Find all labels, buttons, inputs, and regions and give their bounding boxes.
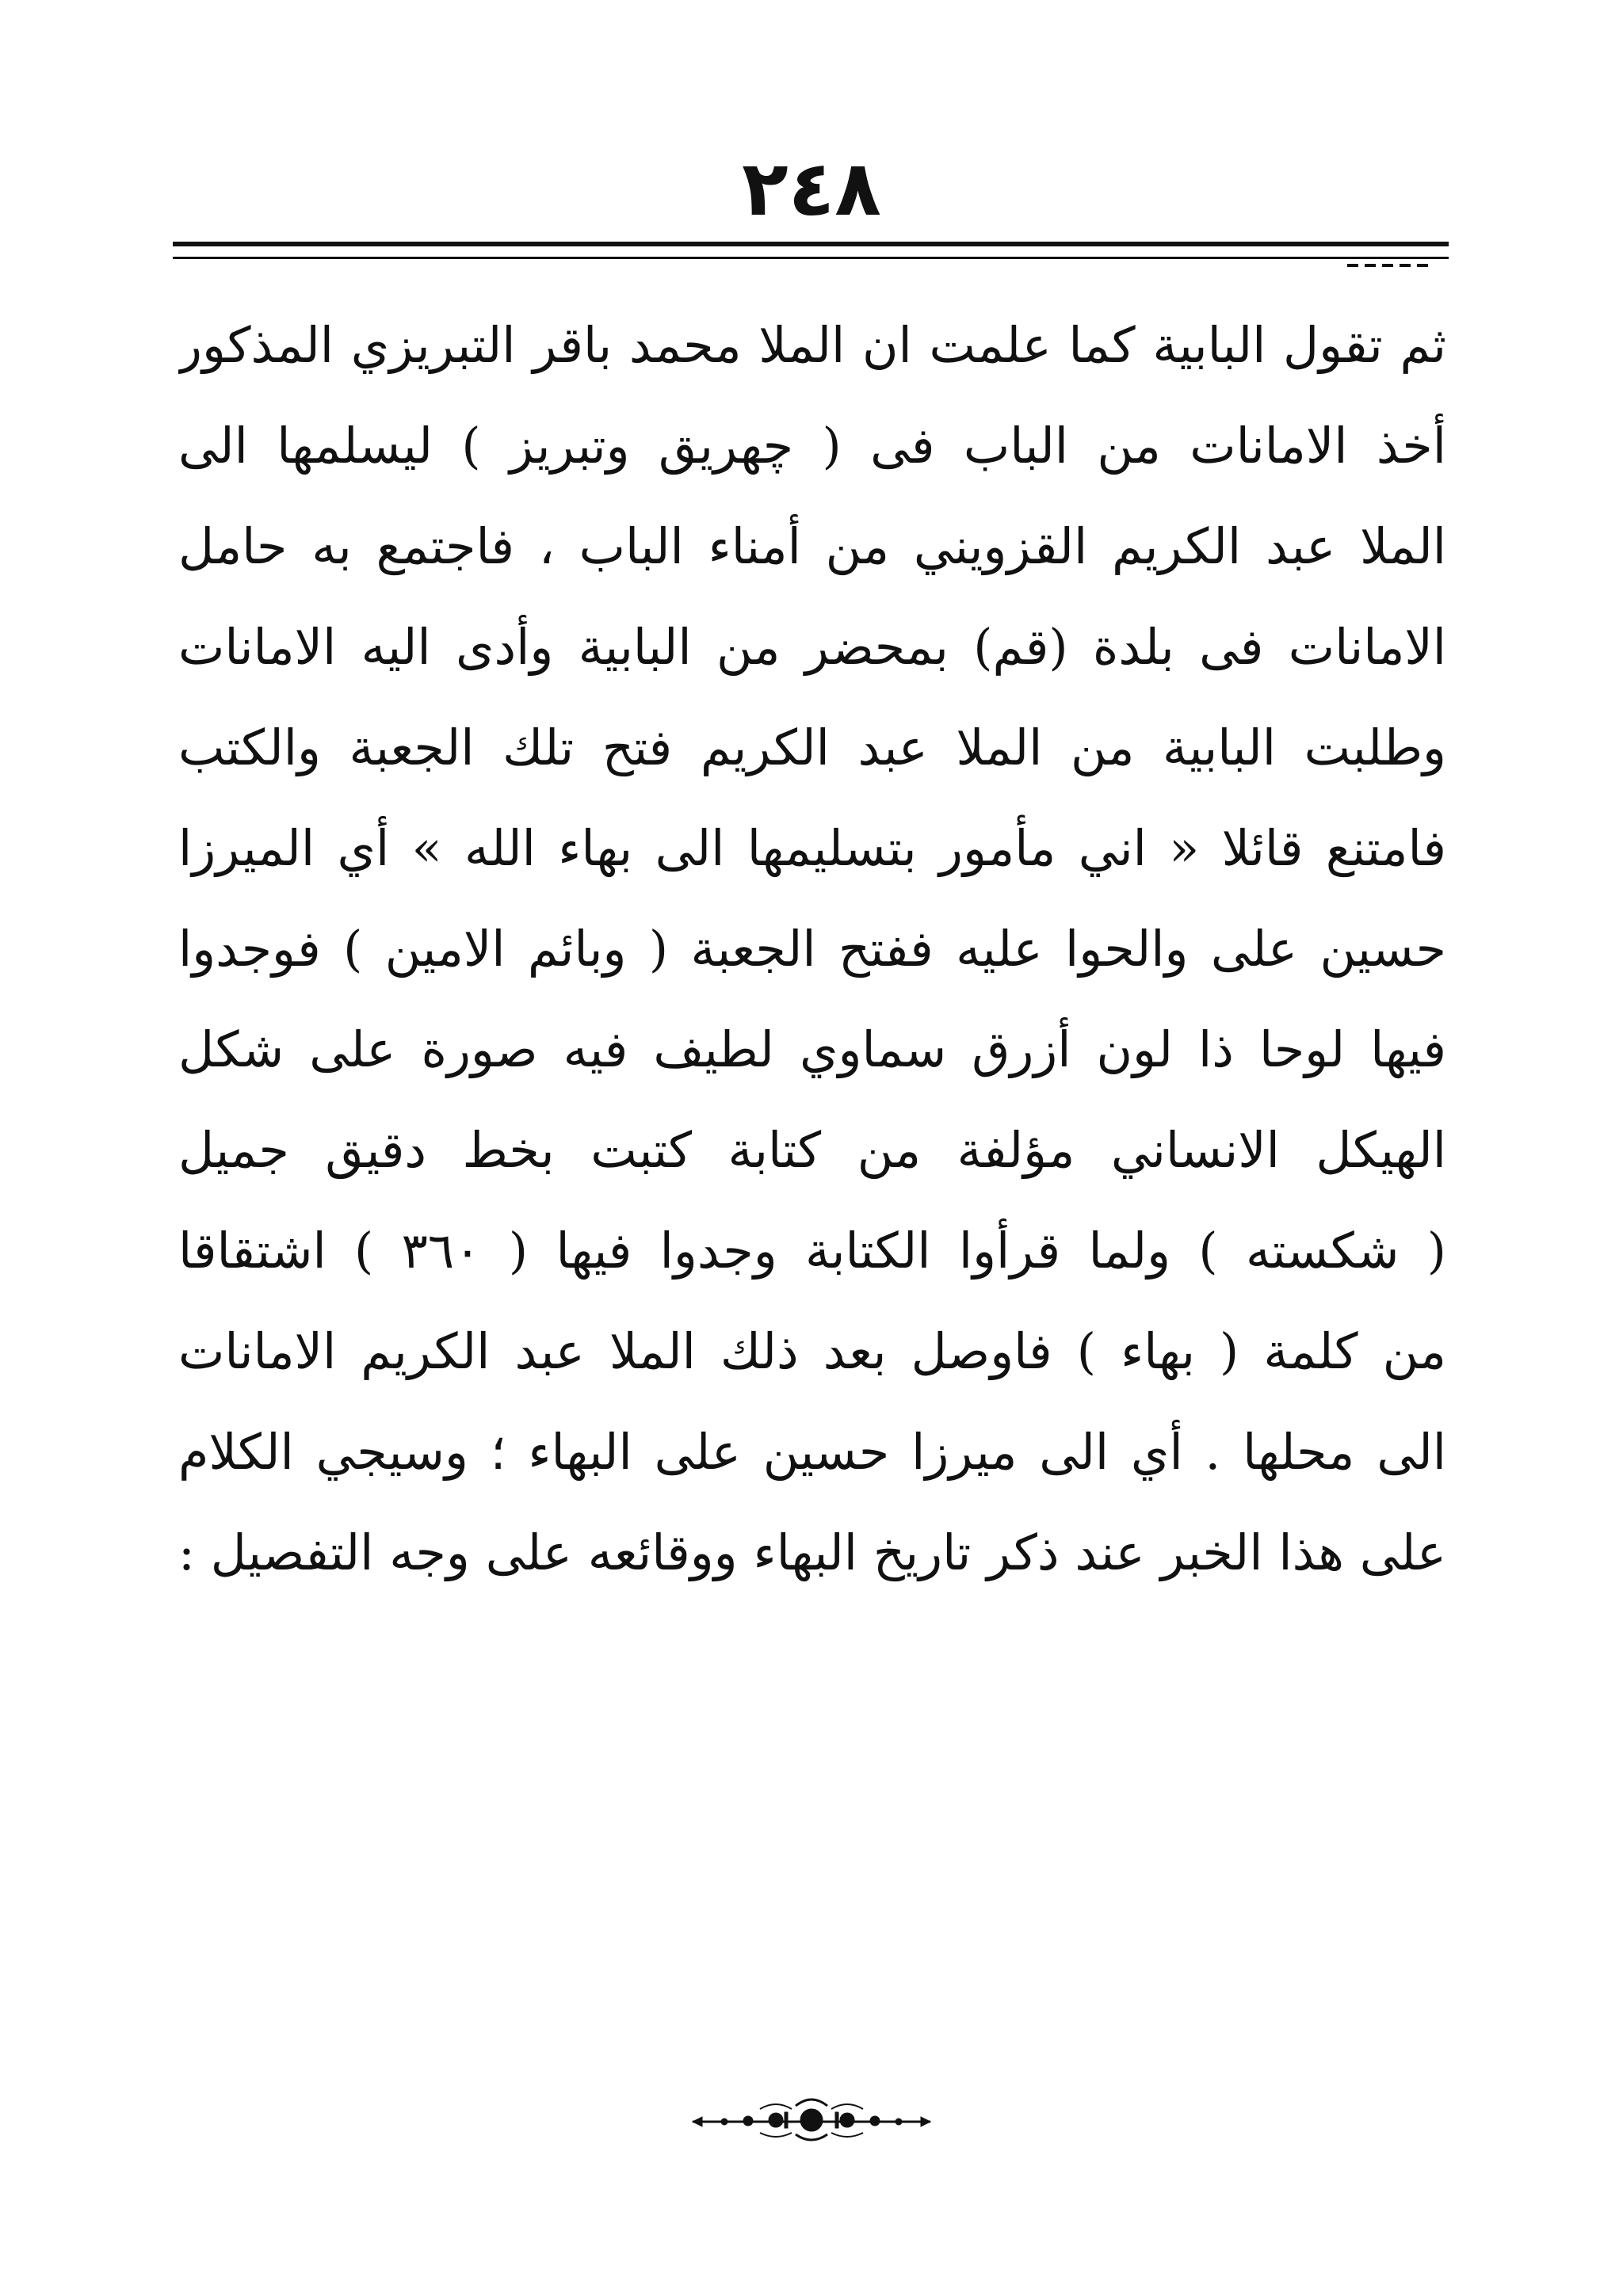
page-number: ٢٤٨: [742, 144, 881, 233]
text-line-3: الملا عبد الكريم القزويني من أمناء الباب ، فاجتمع به حامل: [178, 517, 1446, 575]
text-line-9: الهيكل الانساني مؤلفة من كتابة كتبت بخط دقيق جميل: [178, 1121, 1446, 1179]
text-line-12: الى محلها . أي الى ميرزا حسين على البهاء ؛ وسيجي الكلام: [178, 1423, 1446, 1481]
text-line-1: ثم تقول البابية كما علمت ان الملا محمد باقر التبريزي المذكور: [178, 316, 1446, 374]
text-line-13: على هذا الخبر عند ذكر تاريخ البهاء ووقائعه على وجه التفصيل :: [178, 1524, 1446, 1581]
text-line-10: ( شكسته ) ولما قرأوا الكتابة وجدوا فيها ( ٣٦٠ ) اشتقاقا: [178, 1222, 1446, 1280]
text-line-7: حسين على والحوا عليه ففتح الجعبة ( وبائم الامين ) فوجدوا: [178, 920, 1446, 978]
text-line-2: أخذ الامانات من الباب فى ( چهريق وتبريز ) ليسلمها الى: [178, 417, 1446, 475]
text-line-5: وطلبت البابية من الملا عبد الكريم فتح تلك الجعبة والكتب: [178, 719, 1446, 776]
text-line-11: من كلمة ( بهاء ) فاوصل بعد ذلك الملا عبد الكريم الامانات: [178, 1322, 1446, 1380]
text-line-6: فامتنع قائلا « اني مأمور بتسليمها الى بهاء الله » أي الميرزا: [178, 819, 1446, 877]
header-rule-thick: [173, 242, 1449, 246]
floral-ornament-icon: [685, 2092, 938, 2147]
header-rule-tail: [1347, 264, 1434, 267]
text-line-4: الامانات فى بلدة (قم) بمحضر من البابية وأدى اليه الامانات: [178, 618, 1446, 676]
body-text: [178, 295, 1446, 1603]
header-rule-thin: [173, 257, 1449, 259]
text-line-8: فيها لوحا ذا لون أزرق سماوي لطيف فيه صورة على شكل: [178, 1020, 1446, 1078]
